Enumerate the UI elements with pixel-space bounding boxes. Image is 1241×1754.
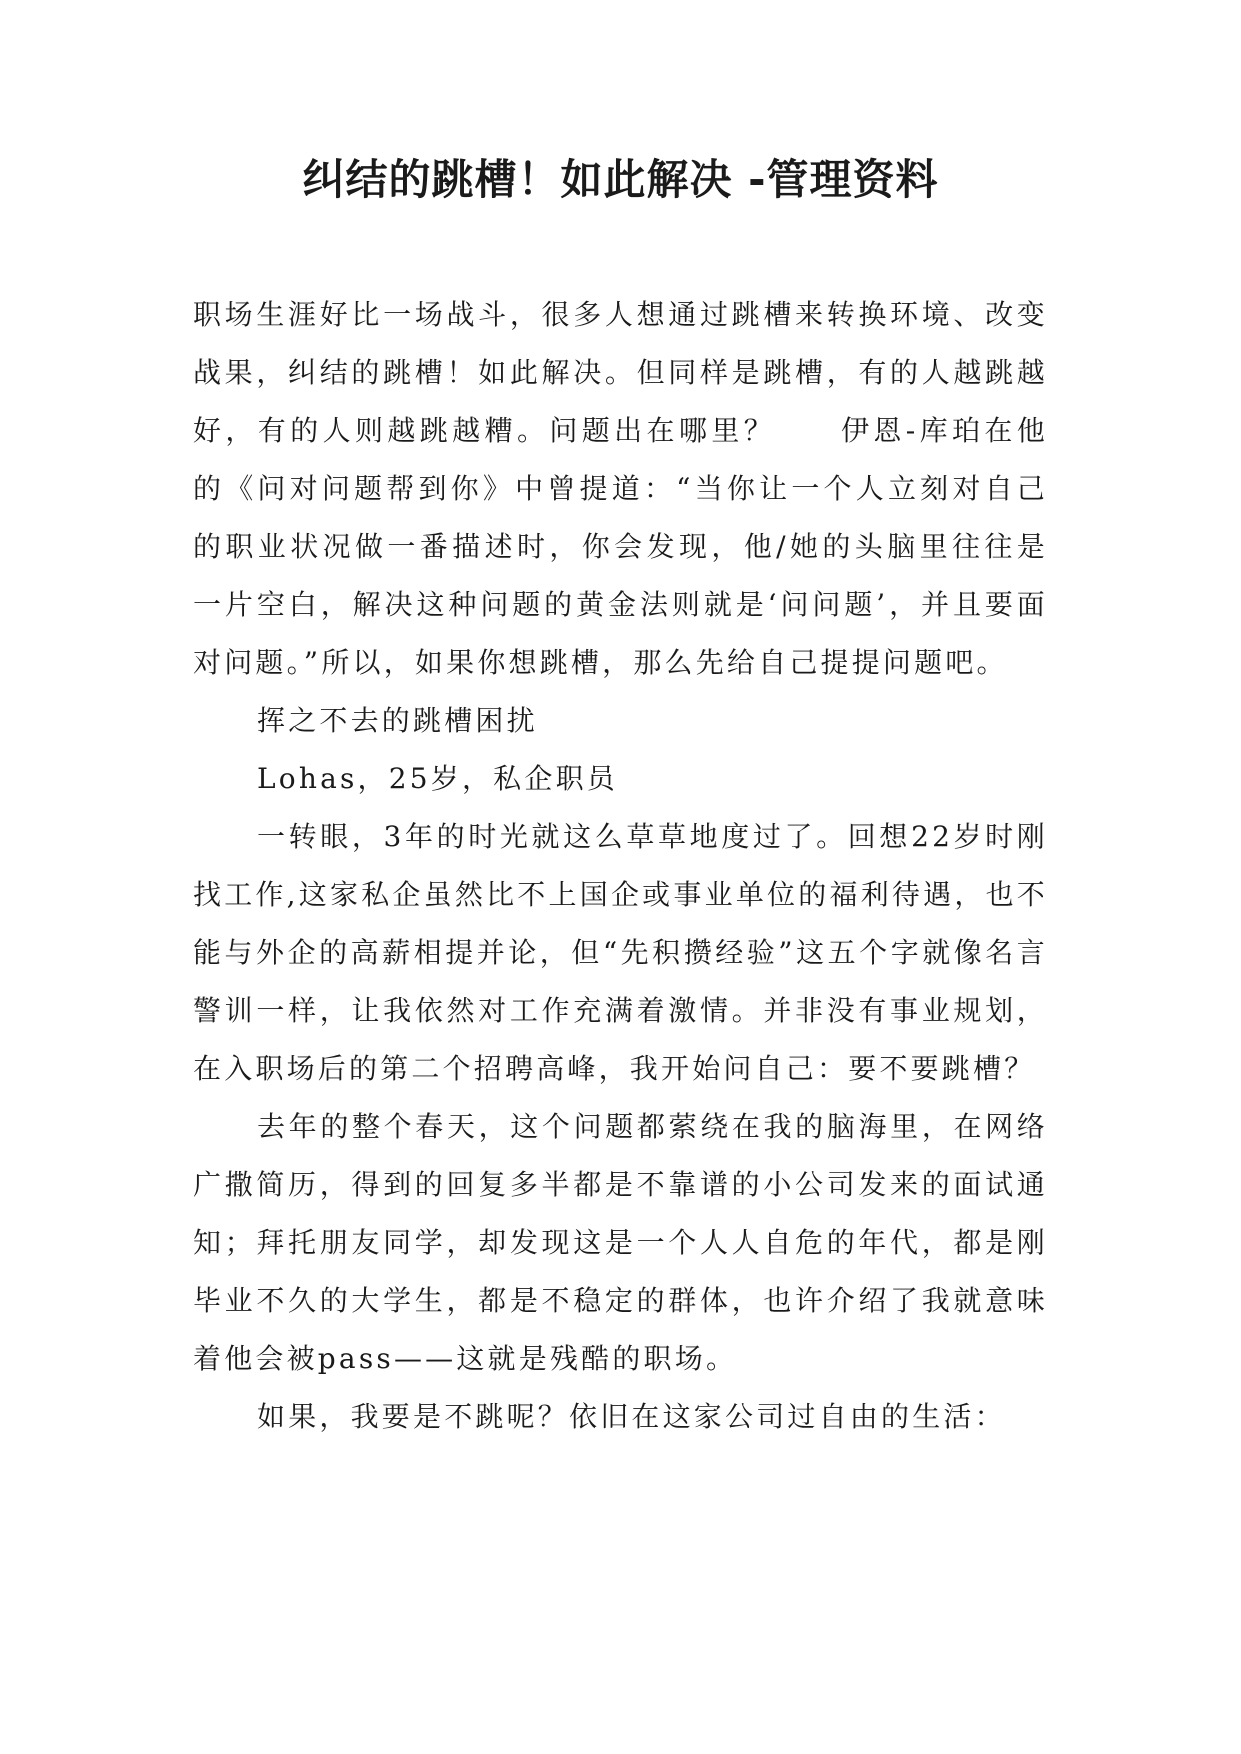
- paragraph-story-3: 如果，我要是不跳呢？依旧在这家公司过自由的生活：: [257, 1400, 1006, 1433]
- paragraph-story-1: 一转眼，3年的时光就这么草草地度过了。回想22岁时刚找工作,这家私企虽然比不上国企或事业单位的福利待遇，也不能与外企的高薪相提并论，但“先积攒经验”这五个字就像名言警训一样，让我依然对工作充满着激情。并非没有事业规划，在入职场后的第二个招聘高峰，我开始问自己：要不要跳槽？: [193, 820, 1048, 1085]
- paragraph-story-2: 去年的整个春天，这个问题都萦绕在我的脑海里，在网络广撒简历，得到的回复多半都是不靠谱的小公司发来的面试通知；拜托朋友同学，却发现这是一个人人自危的年代，都是刚毕业不久的大学生，都是不稳定的群体，也许介绍了我就意味着他会被pass——这就是残酷的职场。: [193, 1110, 1048, 1375]
- document-body: [193, 286, 1048, 1446]
- paragraph-intro: 职场生涯好比一场战斗，很多人想通过跳槽来转换环境、改变战果，纠结的跳槽！如此解决。但同样是跳槽，有的人越跳越好，有的人则越跳越糟。问题出在哪里？ 伊恩-库珀在他的《问对问题帮到你》中曾提道：“当你让一个人立刻对自己的职业状况做一番描述时，你会发现，他/她的头脑里往往是一片空白，解决这种问题的黄金法则就是‘问问题’，并且要面对问题。”所以，如果你想跳槽，那么先给自己提提问题吧。: [193, 298, 1048, 679]
- section-heading: 挥之不去的跳槽困扰: [257, 704, 538, 737]
- document-title: 纠结的跳槽！如此解决 -管理资料: [302, 155, 939, 204]
- case-byline: Lohas，25岁，私企职员: [257, 762, 618, 795]
